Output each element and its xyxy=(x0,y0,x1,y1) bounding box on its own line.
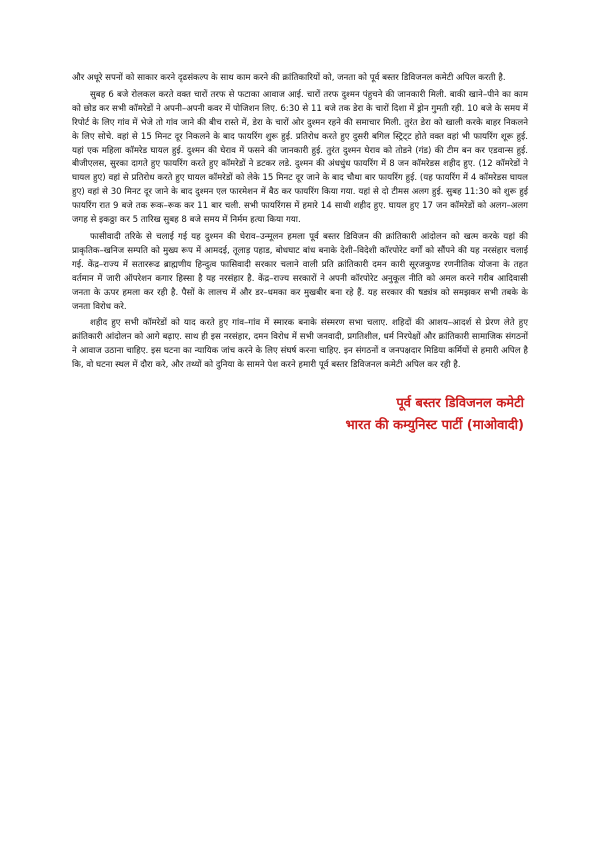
paragraph-appeal: शहीद हुए सभी कॉमरेडों को याद करते हुए गांव–गांव में स्मारक बनाके संस्मरण सभा चलाए. शहिदों की आशय–आदर्श से प्रेरण लेते हुए क्रांतिकारी आंदोलन को आगे बढ़ाए. साथ ही इस नरसंहार, दमन विरोध में सभी जनवादी, प्रगतिशील, धर्म निरपेक्षों और क्रांतिकारी सामाजिक संगठनों ने आवाज उठाना चाहिए. इस घटना का न्यायिक जांच करने के लिए संघर्ष करना चाहिए. इन संगठनों व जनपक्षदार मिडिया कर्मियों से हमारी अपिल है कि, वो घटना स्थल में दौरा करे, और तथ्यों को दुनिया के सामने पेश करने हमारी पूर्व बस्तर डिविजनल कमेटी अपिल कर रही है. xyxy=(72,318,528,371)
signature-block xyxy=(72,393,528,437)
signature-party: भारत की कम्युनिस्ट पार्टी (माओवादी) xyxy=(345,418,524,434)
paragraph-intro: और अधूरे सपनों को साकार करने दृढसंकल्प के साथ काम करने की क्रांतिकारियों को, जनता को पूर्व बस्तर डिविजनल कमेटी अपिल करती है. xyxy=(72,73,506,83)
paragraph-fascist-attack: फासीवादी तरिके से चलाई गई यह दुश्मन की घेराव–उन्मूलन हमला पूर्व बस्तर डिविजन की क्रांतिकारी आंदोलन को खत्म करके यहां की प्राकृतिक–खनिज सम्पति को मुख्य रूप में आमदई, तूलाड़ पहाड, बोधघाट बांध बनाके देशी–विदेशी कॉरपोरेट वर्गों को सौंपने की यह नरसंहार चलाई गई. केंद्र–राज्य में सताररूढ ब्राह्मणीय हिन्दुत्व फासिवादी सरकार चलाने वाली प्रति क्रांतिकारी दमन कारी सूरजकुण्ड रणनीतिक योजना के तहत वर्तमान में जारी ऑपरेशन कगार हिस्सा है यह नरसंहार है. केंद्र–राज्य सरकारों ने अपनी कॉरपोरेट अनुकूल नीति को अमल करने गरीब आदिवासी जनता के ऊपर हमला कर रही है. पैसों के लालच में और डर–धमका कर मुखबीर बना रहे हैं. यह सरकार की षड्यंत्र को समझकर सभी तबके के जनता विरोध करे. xyxy=(72,231,528,312)
document-page xyxy=(72,72,528,437)
paragraph-incident-account: सुबह 6 बजे रोलकल करते वक्त चारों तरफ से फटाका आवाज आई. चारों तरफ दुश्मन पंहुचने की जानकारी मिली. बाकी खाने–पीने का काम को छोड कर सभी कॉमरेडों ने अपनी–अपनी कवर में पोजिशन लिए. 6:30 से 11 बजे तक डेरा के चारों दिशा में ड्रोन गुमती रही. 10 बजे के समय में रिपोर्ट के लिए गांव में भेजे तो गांव जाने की बीच रास्ते में, डेरा के चारों ओर दुश्मन रहने की समाचार मिली. तुरंत डेरा को खाली करके बाहर निकलने के लिए सोचे. वहां से 15 मिनट दूर निकलने के बाद फायरिंग शुरू हुई. प्रतिरोध करते हुए दुसरी बगिल स्ट्रिट्‌ट होते वक्त वहां भी फायरिंग शूरू हुई. यहां एक महिला कॉमरेड घायल हुई. दुश्मन की घेराव में फसने की जानकारी हुई. तुरंत दुश्मन घेराव को तोडने (गंड) की टीम बन कर एडवान्स हुई. बीजीएलस, सुरका दागते हुए फायरिंग करते हुए कॉमरेडों ने डटकर लडे. दुश्मन की अंधधुंध फायरिंग में 8 जन कॉमरेडस शहीद हुए. (12 कॉमरेडों ने घायल हुए) वहां से प्रतिरोध करते हुए घायल कॉमरेडों को लेके 15 मिनट दूर जाने के बाद चौथा बार फायरिंग हुई. (यह फायरिंग में 4 कॉमरेडस घायल हुए) वहां से 30 मिनट दूर जाने के बाद दुश्मन एल फारमेशन में बैठ कर फायरिंग किया गया. यहां से दो टीमस अलग हुई. सुबह 11:30 को शुरू हुई फायरिंग रात 9 बजे तक रूक–रूक कर 11 बार चली. सभी फायरिंगस में हमारे 14 साथी शहीद हुए. घायल हुए 17 जन कॉमरेडों को अलग–अलग जगह से इकठ्ठा कर 5 तारिख सुबह 8 बजे समय में निर्मम हत्या किया गया. xyxy=(72,89,528,226)
signature-committee: पूर्व बस्तर डिविजनल कमेटी xyxy=(396,396,524,412)
